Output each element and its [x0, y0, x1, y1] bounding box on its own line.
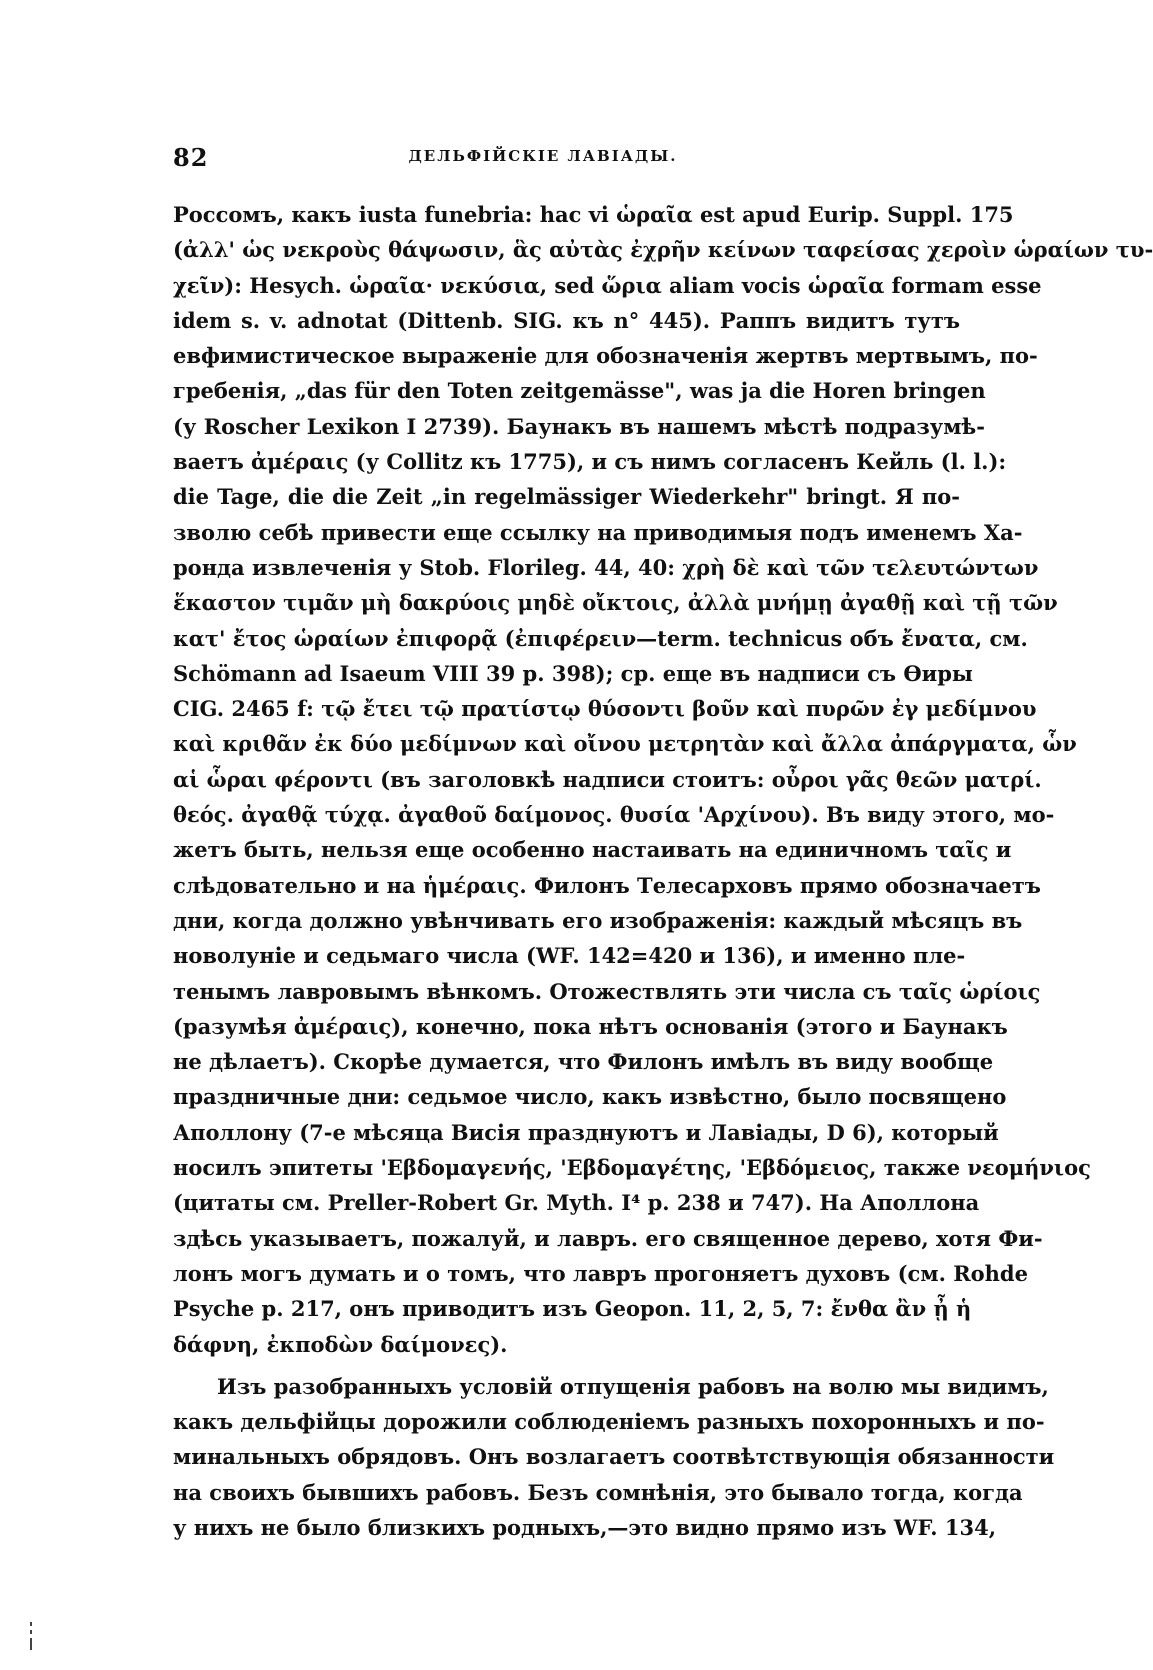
text-line: Россомъ, какъ iusta funebria: hac vi ὡραῖα est apud Eurip. Suppl. 175 [173, 202, 1014, 227]
margin-scan-marks [30, 1622, 34, 1650]
text-line: новолуніе и седьмаго числа (WF. 142=420 и 136), и именно пле- [173, 943, 966, 969]
text-line: на своихъ бывшихъ рабовъ. Безъ сомнѣнія, это бывало тогда, когда [173, 1479, 1023, 1505]
text-line: αἱ ὧραι φέροντι (въ заголовкѣ надписи стоитъ: οὖροι γᾶς θεῶν ματρί. [173, 766, 1042, 792]
paragraph-1 [173, 197, 1153, 1362]
text-line: слѣдовательно и на ἡμέραις. Филонъ Телесарховъ прямо обозначаетъ [173, 872, 1041, 898]
text-line: Изъ разобранныхъ условій отпущенія рабовъ на волю мы видимъ, [217, 1373, 1049, 1399]
text-line: idem s. v. adnotat (Dittenb. SIG. къ n° 445). Раппъ видитъ тутъ [173, 307, 960, 333]
text-line: κατ' ἔτος ὡραίων ἐπιφορᾷ (ἐπιφέρειν—term. technicus объ ἔνατα, см. [173, 625, 1028, 651]
text-line: какъ дельфійцы дорожили соблюденіемъ разныхъ похоронныхъ и по- [173, 1409, 1045, 1435]
text-line: (цитаты см. Preller-Robert Gr. Myth. I⁴ p. 238 и 747). На Аполлона [173, 1190, 980, 1216]
text-line: зволю себѣ привести еще ссылку на приводимыя подъ именемъ Ха- [173, 519, 1023, 545]
text-line: у нихъ не было близкихъ родныхъ,—это видно прямо изъ WF. 134, [173, 1514, 997, 1540]
text-line: Аполлону (7-е мѣсяца Висія празднуютъ и Лавіады, D 6), который [173, 1119, 999, 1145]
text-line: καὶ κριθᾶν ἐκ δύο μεδίμνων καὶ οἴνου μετρητὰν καὶ ἄλλα ἀπάργματα, ὧν [173, 731, 1077, 757]
text-line: ваетъ ἀμέραις (у Collitz къ 1775), и съ нимъ согласенъ Кейль (l. l.): [173, 449, 1007, 475]
page-header [173, 143, 960, 177]
text-line: не дѣлаетъ). Скорѣе думается, что Филонъ имѣлъ въ виду вообще [173, 1049, 994, 1075]
text-line: CIG. 2465 f: τῷ ἔτει τῷ πρατίστῳ θύσοντι βοῦν καὶ πυρῶν ἐγ μεδίμνου [173, 696, 1037, 722]
text-line: (у Roscher Lexikon I 2739). Баунакъ въ нашемъ мѣстѣ подразумѣ- [173, 413, 985, 439]
text-line: евфимистическое выраженіе для обозначенія жертвъ мертвымъ, по- [173, 343, 1038, 369]
page-number: 82 [173, 143, 209, 172]
text-line: Schömann ad Isaeum VIII 39 p. 398); ср. еще въ надписи съ Өиры [173, 660, 973, 686]
text-line: δάφνη, ἐκποδὼν δαίμονες). [173, 1331, 508, 1357]
text-line: ронда извлеченія у Stob. Florileg. 44, 40: χρὴ δὲ καὶ τῶν τελευτώντων [173, 554, 1039, 580]
text-line: (разумѣя ἀμέραις), конечно, пока нѣтъ основанія (этого и Баунакъ [173, 1013, 1008, 1039]
text-line: лонъ могъ думать и о томъ, что лавръ прогоняетъ духовъ (см. Rohde [173, 1260, 1028, 1286]
body-text [173, 197, 1153, 1545]
text-line: χεῖν): Hesych. ὡραῖα· νεκύσια, sed ὥρια aliam vocis ὡραῖα formam esse [173, 272, 1042, 298]
text-line: праздничные дни: седьмое число, какъ извѣстно, было посвящено [173, 1084, 1007, 1110]
text-line: жетъ быть, нельзя еще особенно настаивать на единичномъ ταῖς и [173, 837, 1012, 863]
text-line: гребенія, „das für den Toten zeitgemässe", was ja die Horen bringen [173, 378, 986, 404]
text-line: минальныхъ обрядовъ. Онъ возлагаетъ соотвѣтствующія обязанности [173, 1444, 1055, 1470]
text-line: ἕκαστον τιμᾶν μὴ δακρύοις μηδὲ οἴκτοις, ἀλλὰ μνήμῃ ἀγαθῇ καὶ τῇ τῶν [173, 590, 1058, 616]
running-title: ДЕЛЬФІЙСКІЕ ЛАВІАДЫ. [408, 147, 678, 165]
text-line: die Tage, die die Zeit „in regelmässiger Wiederkehr" bringt. Я по- [173, 484, 960, 510]
text-line: дни, когда должно увѣнчивать его изображенія: каждый мѣсяцъ въ [173, 907, 1023, 933]
text-line: здѣсь указываетъ, пожалуй, и лавръ. его священное дерево, хотя Фи- [173, 1225, 1043, 1251]
text-line: Psyche p. 217, онъ приводитъ изъ Geopon. 11, 2, 5, 7: ἔνθα ἂν ᾖ ἡ [173, 1296, 972, 1322]
text-line: носилъ эпитеты 'Εβδομαγενής, 'Εβδομαγέτης, 'Εβδόμειος, также νεομήνιος [173, 1155, 1091, 1181]
text-line: (ἀλλ' ὡς νεκροὺς θάψωσιν, ἃς αὐτὰς ἐχρῆν κείνων ταφείσας χεροὶν ὡραίων τυ- [173, 237, 1153, 263]
paragraph-2 [173, 1369, 1055, 1545]
text-line: θεός. ἀγαθᾷ τύχᾳ. ἀγαθοῦ δαίμονος. θυσία 'Αρχίνου). Въ виду этого, мо- [173, 802, 1055, 828]
text-line: тенымъ лавровымъ вѣнкомъ. Отожествлять эти числа съ ταῖς ὡρίοις [173, 978, 1041, 1004]
